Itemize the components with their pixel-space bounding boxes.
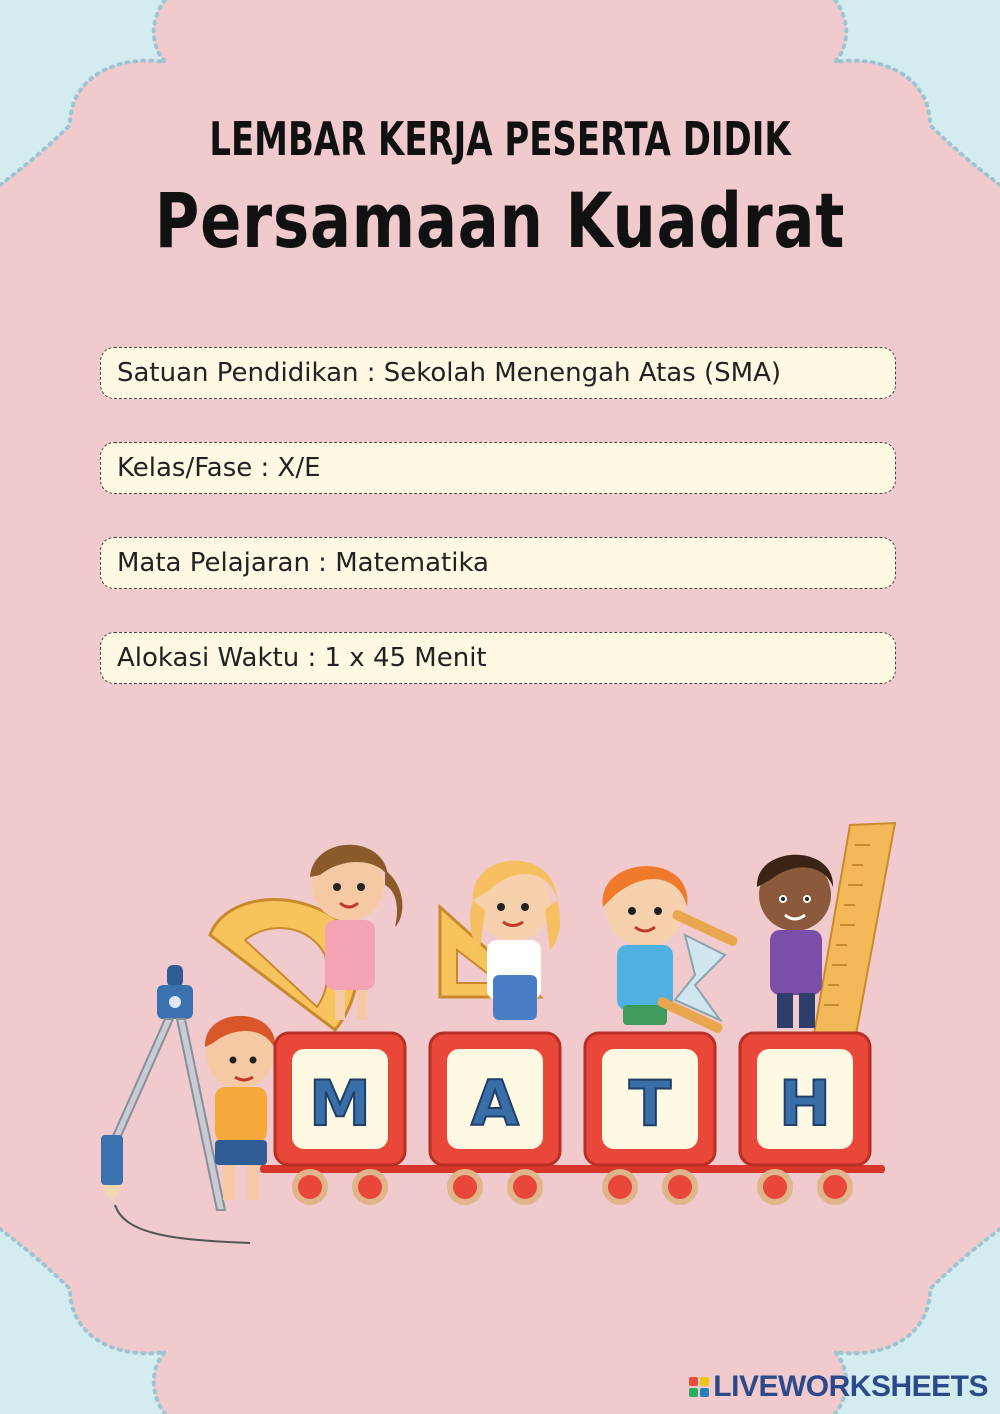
train-letter-M: M [309, 1067, 371, 1140]
field-alokasi-waktu: Alokasi Waktu : 1 x 45 Menit [100, 632, 896, 684]
ruler-icon [813, 823, 895, 1040]
train-letter-A: A [471, 1067, 519, 1140]
train-car-A [430, 1033, 560, 1202]
train-car-H [740, 1033, 870, 1202]
worksheet-title: Persamaan Kuadrat [154, 176, 846, 265]
field-mata-pelajaran: Mata Pelajaran : Matematika [100, 537, 896, 589]
field-kelas-fase: Kelas/Fase : X/E [100, 442, 896, 494]
worksheet-subtitle: LEMBAR KERJA PESERTA DIDIK [209, 112, 791, 166]
child-girl-3 [603, 866, 688, 1025]
math-train-illustration [95, 815, 900, 1255]
train-car-T [585, 1033, 715, 1202]
liveworksheets-logo-icon [689, 1377, 709, 1397]
train-car-M [275, 1033, 405, 1202]
train-letter-H: H [779, 1067, 831, 1140]
brand-name: LIVEWORKSHEETS [713, 1370, 988, 1403]
field-satuan-pendidikan: Satuan Pendidikan : Sekolah Menengah Atas (SMA) [100, 347, 896, 399]
liveworksheets-brand[interactable] [689, 1370, 988, 1404]
train-letter-T: T [628, 1067, 672, 1140]
